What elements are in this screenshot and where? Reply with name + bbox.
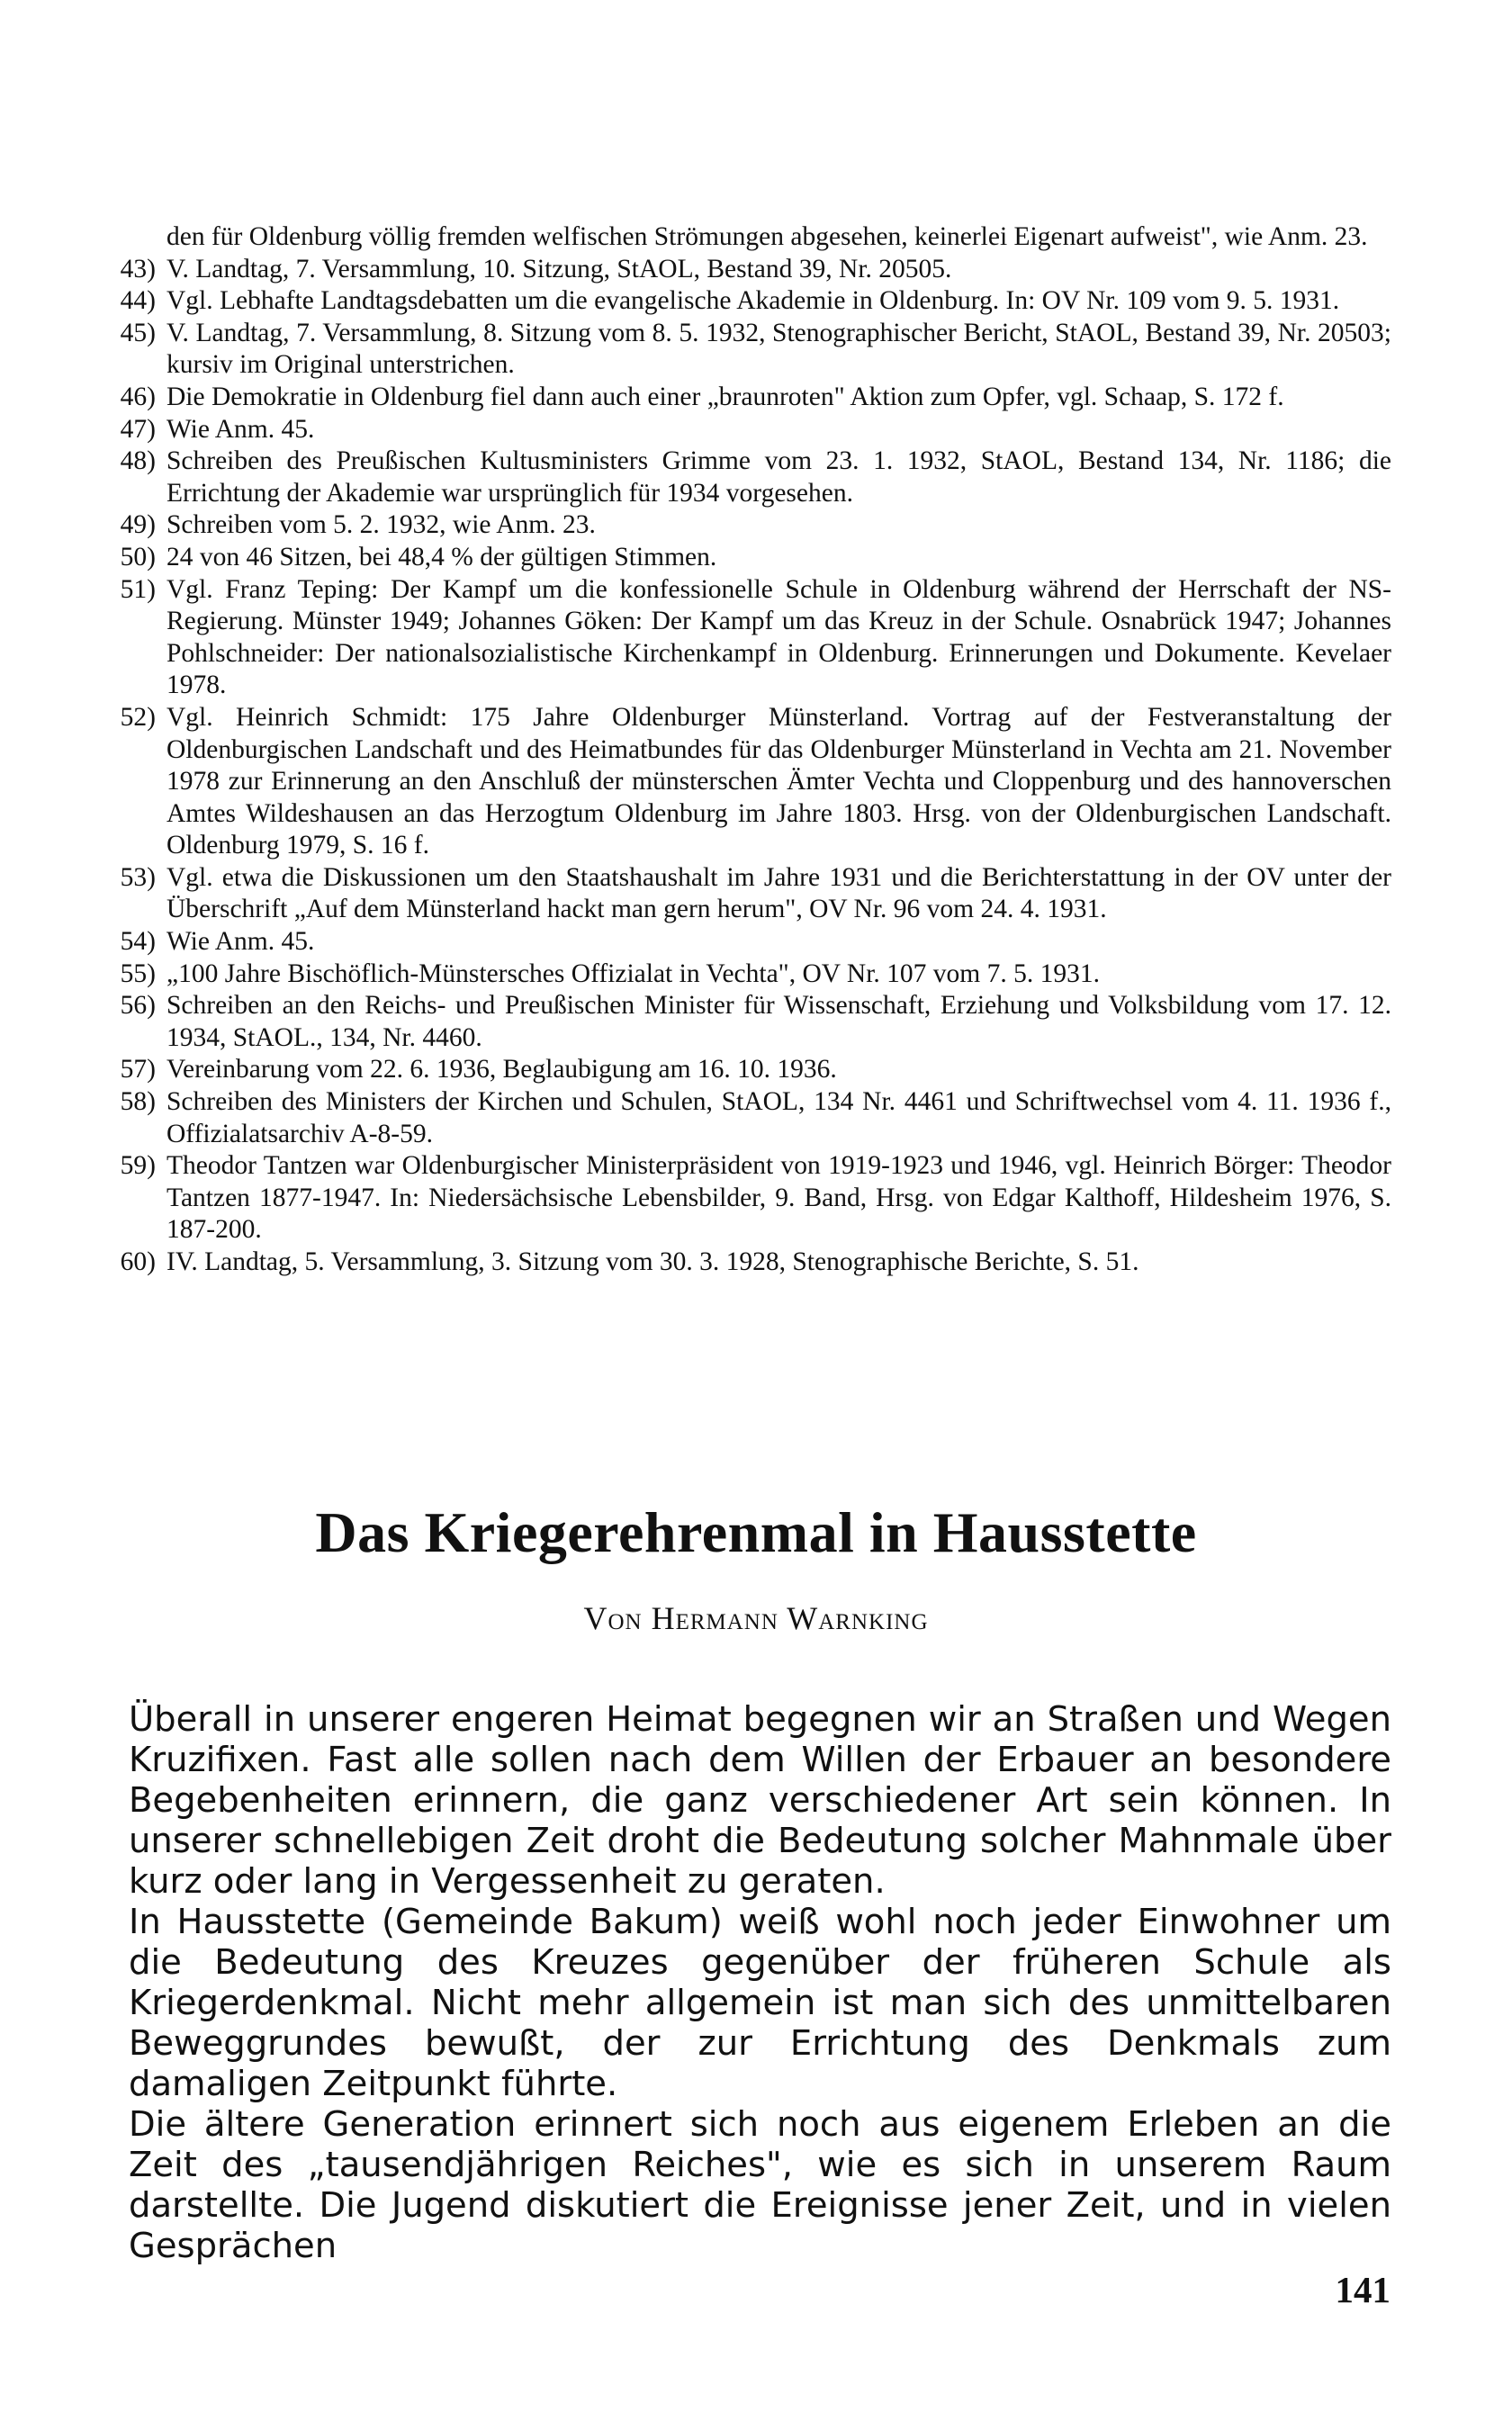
footnote-51 [108, 574, 1391, 702]
footnote-text: Vgl. Lebhafte Landtagsdebatten um die evangelische Akademie in Oldenburg. In: OV Nr. 109 vom 9. 5. 1931. [166, 286, 1340, 316]
footnote-number: 53) [120, 862, 156, 892]
footnote-text: V. Landtag, 7. Versammlung, 8. Sitzung vom 8. 5. 1932, Stenographischer Bericht, StAOL, Bestand 39, Nr. 20503; kursiv im Original unterstrichen. [166, 318, 1391, 380]
footnote-number: 52) [120, 702, 156, 732]
footnote-text: Vereinbarung vom 22. 6. 1936, Beglaubigung am 16. 10. 1936. [166, 1055, 837, 1084]
article-title: Das Kriegerehrenmal in Hausstette [315, 1500, 1197, 1564]
footnote-number: 47) [120, 414, 156, 444]
footnote-44 [108, 285, 1391, 318]
footnote-number: 54) [120, 927, 156, 957]
footnote-43 [108, 254, 1391, 286]
footnote-number: 59) [120, 1151, 156, 1181]
footnote-continuation: den für Oldenburg völlig fremden welfischen Strömungen abgesehen, keinerlei Eigenart aufweist", wie Anm. 23. [166, 222, 1368, 251]
footnote-text: Vgl. Franz Teping: Der Kampf um die konfessionelle Schule in Oldenburg während der Herrschaft der NS-Regierung. Münster 1949; Johannes Göken: Der Kampf um das Kreuz in der Schule. Osnabrück 1947; Johannes Pohlschneider: Der nationalsozialistische Kirchenkampf in Oldenburg. Erinnerungen und Dokumente. Kevelaer 1978. [166, 574, 1391, 700]
footnote-text: Schreiben des Preußischen Kultusministers Grimme vom 23. 1. 1932, StAOL, Bestand 134, Nr. 1186; die Errichtung der Akademie war ursprünglich für 1934 vorgesehen. [166, 446, 1391, 508]
footnote-50 [108, 542, 1391, 574]
footnote-52 [108, 702, 1391, 862]
footnote-60 [108, 1246, 1391, 1279]
footnote-text: Theodor Tantzen war Oldenburgischer Ministerpräsident von 1919-1923 und 1946, vgl. Heinrich Börger: Theodor Tantzen 1877-1947. In: Niedersächsische Lebensbilder, 9. Band, Hrsg. von Edgar Kalthoff, Hildesheim 1976, S. 187-200. [166, 1151, 1391, 1245]
footnote-number: 46) [120, 382, 156, 411]
footnote-text: „100 Jahre Bischöflich-Münstersches Offizialat in Vechta", OV Nr. 107 vom 7. 5. 1931. [166, 958, 1100, 988]
footnote-text: Schreiben vom 5. 2. 1932, wie Anm. 23. [166, 510, 596, 540]
footnote-57 [108, 1054, 1391, 1086]
footnote-text: Die Demokratie in Oldenburg fiel dann auch einer „braunroten" Aktion zum Opfer, vgl. Schaap, S. 172 f. [166, 382, 1284, 411]
footnote-56 [108, 990, 1391, 1054]
footnote-number: 48) [120, 446, 156, 476]
footnote-number: 58) [120, 1087, 156, 1117]
footnote-45 [108, 318, 1391, 382]
footnote-number: 49) [120, 510, 156, 540]
body-paragraph: Überall in unserer engeren Heimat begegnen wir an Straßen und Wegen Kruzifixen. Fast alle sollen nach dem Willen der Erbauer an besondere Begebenheiten erinnern, die ganz verschiedener Art sein können. In unserer schnellebigen Zeit droht die Bedeutung solcher Mahnmale über kurz oder lang in Vergessenheit zu geraten. [129, 1699, 1391, 1902]
footnote-54 [108, 926, 1391, 958]
footnote-number: 51) [120, 574, 156, 604]
footnote-text: Schreiben des Ministers der Kirchen und Schulen, StAOL, 134 Nr. 4461 und Schriftwechsel vom 4. 11. 1936 f., Offizialatsarchiv A-8-59. [166, 1087, 1391, 1148]
footnote-53 [108, 862, 1391, 926]
footnote-49 [108, 509, 1391, 542]
footnote-47 [108, 414, 1391, 446]
footnote-55 [108, 958, 1391, 991]
body-paragraph: Die ältere Generation erinnert sich noch aus eigenem Erleben an die Zeit des „tausendjährigen Reiches", wie es sich in unserem Raum darstellte. Die Jugend diskutiert die Ereignisse jener Zeit, und in vielen Gesprächen [129, 2104, 1391, 2266]
footnote-number: 55) [120, 958, 156, 988]
footnote-number: 43) [120, 254, 156, 284]
footnote-number: 56) [120, 991, 156, 1021]
footnote-text: Vgl. Heinrich Schmidt: 175 Jahre Oldenburger Münsterland. Vortrag auf der Festveranstaltung der Oldenburgischen Landschaft und des Heimatbundes für das Oldenburger Münsterland in Vechta am 21. November 1978 zur Erinnerung an den Anschluß der münsterschen Ämter Vechta und Cloppenburg und des hannoverschen Amtes Wildeshausen an das Herzogtum Oldenburg im Jahre 1803. Hrsg. von der Oldenburgischen Landschaft. Oldenburg 1979, S. 16 f. [166, 702, 1391, 860]
footnote-number: 57) [120, 1055, 156, 1084]
footnote-58 [108, 1086, 1391, 1150]
footnote-number: 44) [120, 286, 156, 316]
footnote-46 [108, 382, 1391, 414]
article-body [129, 1699, 1391, 2266]
footnotes-section [108, 221, 1391, 1279]
footnote-text: 24 von 46 Sitzen, bei 48,4 % der gültigen Stimmen. [166, 542, 717, 572]
footnote-text: Wie Anm. 45. [166, 927, 315, 957]
footnote-text: Schreiben an den Reichs- und Preußischen Minister für Wissenschaft, Erziehung und Volksbildung vom 17. 12. 1934, StAOL., 134, Nr. 4460. [166, 991, 1391, 1052]
footnote-text: V. Landtag, 7. Versammlung, 10. Sitzung, StAOL, Bestand 39, Nr. 20505. [166, 254, 952, 284]
footnote-number: 45) [120, 318, 156, 347]
footnote-text: Vgl. etwa die Diskussionen um den Staatshaushalt im Jahre 1931 und die Berichterstattung in der OV unter der Überschrift „Auf dem Münsterland hackt man gern herum", OV Nr. 96 vom 24. 4. 1931. [166, 862, 1391, 924]
body-paragraph: In Hausstette (Gemeinde Bakum) weiß wohl noch jeder Einwohner um die Bedeutung des Kreuzes gegenüber der früheren Schule als Kriegerdenkmal. Nicht mehr allgemein ist man sich des unmittelbaren Beweggrundes bewußt, der zur Errichtung des Denkmals zum damaligen Zeitpunkt führte. [129, 1902, 1391, 2104]
page-number: 141 [1335, 2269, 1390, 2310]
footnote-48 [108, 446, 1391, 509]
footnote-number: 60) [120, 1247, 156, 1276]
footnote-number: 50) [120, 542, 156, 572]
footnote-59 [108, 1150, 1391, 1246]
footnote-text: IV. Landtag, 5. Versammlung, 3. Sitzung vom 30. 3. 1928, Stenographische Berichte, S. 51. [166, 1247, 1139, 1276]
footnote-text: Wie Anm. 45. [166, 414, 315, 444]
article-author: Von Hermann Warnking [583, 1600, 929, 1636]
